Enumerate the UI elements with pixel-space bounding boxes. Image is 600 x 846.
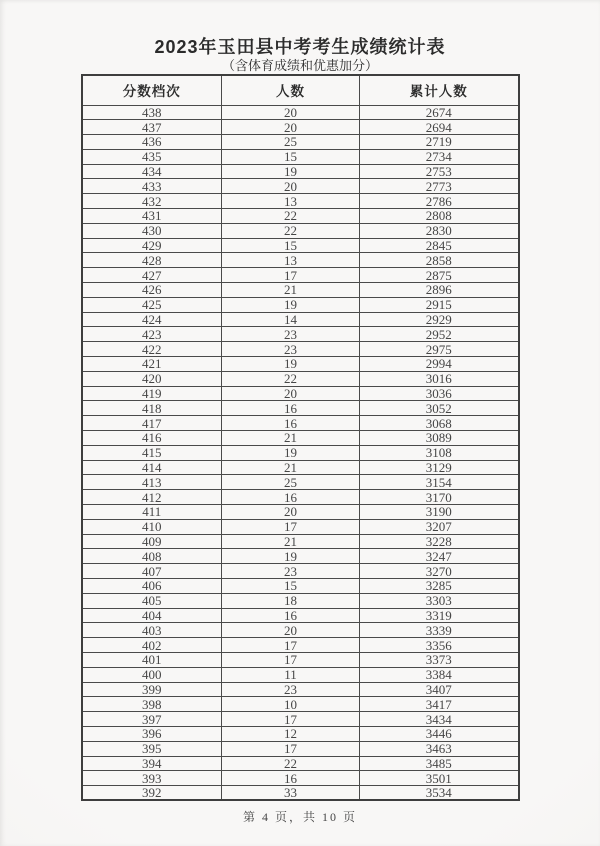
table-cell: 437	[82, 120, 222, 135]
page-number-footer: 第 4 页，共 10 页	[242, 810, 357, 825]
table-row	[82, 371, 519, 386]
table-cell: 19	[222, 549, 360, 564]
table-cell: 20	[222, 386, 360, 401]
table-cell: 410	[82, 519, 222, 534]
table-cell: 400	[82, 667, 222, 682]
table-cell: 2845	[360, 238, 519, 253]
table-cell: 398	[82, 697, 222, 712]
table-cell: 3417	[360, 697, 519, 712]
table-cell: 3052	[360, 401, 519, 416]
table-row	[82, 682, 519, 697]
table-cell: 420	[82, 371, 222, 386]
table-row	[82, 223, 519, 238]
table-cell: 2975	[360, 342, 519, 357]
table-cell: 21	[222, 534, 360, 549]
table-cell: 2994	[360, 357, 519, 372]
table-cell: 2929	[360, 312, 519, 327]
table-cell: 425	[82, 297, 222, 312]
table-row	[82, 297, 519, 312]
table-cell: 2858	[360, 253, 519, 268]
table-row	[82, 667, 519, 682]
table-cell: 2875	[360, 268, 519, 283]
table-cell: 3434	[360, 712, 519, 727]
table-cell: 2786	[360, 194, 519, 209]
table-cell: 3303	[360, 593, 519, 608]
table-cell: 431	[82, 209, 222, 224]
table-cell: 3319	[360, 608, 519, 623]
table-row	[82, 490, 519, 505]
table-row	[82, 519, 519, 534]
table-cell: 405	[82, 593, 222, 608]
header-row	[82, 75, 519, 105]
table-row	[82, 401, 519, 416]
table-cell: 23	[222, 564, 360, 579]
table-cell: 404	[82, 608, 222, 623]
table-cell: 426	[82, 283, 222, 298]
table-cell: 406	[82, 579, 222, 594]
table-cell: 408	[82, 549, 222, 564]
table-cell: 3154	[360, 475, 519, 490]
table-cell: 22	[222, 371, 360, 386]
table-row	[82, 771, 519, 786]
table-row	[82, 357, 519, 372]
table-cell: 17	[222, 519, 360, 534]
table-cell: 23	[222, 327, 360, 342]
table-cell: 422	[82, 342, 222, 357]
table-cell: 19	[222, 445, 360, 460]
table-cell: 16	[222, 608, 360, 623]
table-cell: 421	[82, 357, 222, 372]
table-cell: 399	[82, 682, 222, 697]
table-cell: 424	[82, 312, 222, 327]
table-row	[82, 593, 519, 608]
table-cell: 17	[222, 268, 360, 283]
table-row	[82, 312, 519, 327]
table-cell: 3373	[360, 652, 519, 667]
page-title: 2023年玉田县中考考生成绩统计表	[154, 37, 446, 57]
table-cell: 2773	[360, 179, 519, 194]
table-row	[82, 164, 519, 179]
table-row	[82, 741, 519, 756]
table-cell: 3129	[360, 460, 519, 475]
table-cell: 401	[82, 652, 222, 667]
table-cell: 20	[222, 120, 360, 135]
table-row	[82, 564, 519, 579]
table-cell: 3384	[360, 667, 519, 682]
table-cell: 17	[222, 741, 360, 756]
table-cell: 3207	[360, 519, 519, 534]
table-row	[82, 179, 519, 194]
table-row	[82, 756, 519, 771]
table-cell: 19	[222, 357, 360, 372]
table-cell: 403	[82, 623, 222, 638]
table-row	[82, 194, 519, 209]
table-cell: 13	[222, 194, 360, 209]
table-cell: 22	[222, 209, 360, 224]
table-cell: 407	[82, 564, 222, 579]
table-cell: 409	[82, 534, 222, 549]
table-row	[82, 283, 519, 298]
table-cell: 23	[222, 342, 360, 357]
score-table-body	[82, 105, 519, 800]
table-row	[82, 238, 519, 253]
table-cell: 2694	[360, 120, 519, 135]
table-cell: 16	[222, 771, 360, 786]
table-cell: 2753	[360, 164, 519, 179]
table-cell: 3485	[360, 756, 519, 771]
table-cell: 429	[82, 238, 222, 253]
table-cell: 3356	[360, 638, 519, 653]
table-cell: 2952	[360, 327, 519, 342]
table-row	[82, 386, 519, 401]
table-cell: 21	[222, 460, 360, 475]
table-cell: 397	[82, 712, 222, 727]
table-cell: 2915	[360, 297, 519, 312]
table-cell: 23	[222, 682, 360, 697]
table-cell: 438	[82, 105, 222, 120]
table-cell: 436	[82, 135, 222, 150]
table-cell: 3228	[360, 534, 519, 549]
table-cell: 394	[82, 756, 222, 771]
table-cell: 392	[82, 786, 222, 801]
table-cell: 3446	[360, 726, 519, 741]
table-row	[82, 268, 519, 283]
table-cell: 17	[222, 652, 360, 667]
table-cell: 3285	[360, 579, 519, 594]
column-header-score-band: 分数档次	[82, 75, 222, 105]
table-row	[82, 786, 519, 801]
score-statistics-table	[81, 74, 520, 801]
table-cell: 20	[222, 105, 360, 120]
table-row	[82, 505, 519, 520]
table-cell: 3108	[360, 445, 519, 460]
table-cell: 3501	[360, 771, 519, 786]
table-cell: 17	[222, 638, 360, 653]
table-row	[82, 327, 519, 342]
table-cell: 15	[222, 238, 360, 253]
table-cell: 20	[222, 179, 360, 194]
table-cell: 3190	[360, 505, 519, 520]
table-row	[82, 431, 519, 446]
table-cell: 16	[222, 416, 360, 431]
table-cell: 3089	[360, 431, 519, 446]
table-cell: 21	[222, 431, 360, 446]
table-row	[82, 726, 519, 741]
table-cell: 3339	[360, 623, 519, 638]
table-cell: 17	[222, 712, 360, 727]
table-cell: 16	[222, 490, 360, 505]
table-cell: 13	[222, 253, 360, 268]
table-cell: 413	[82, 475, 222, 490]
column-header-count: 人数	[222, 75, 360, 105]
table-row	[82, 460, 519, 475]
table-row	[82, 342, 519, 357]
table-cell: 11	[222, 667, 360, 682]
table-cell: 3534	[360, 786, 519, 801]
table-cell: 25	[222, 135, 360, 150]
table-cell: 3170	[360, 490, 519, 505]
table-cell: 20	[222, 623, 360, 638]
table-cell: 396	[82, 726, 222, 741]
table-cell: 2808	[360, 209, 519, 224]
table-row	[82, 105, 519, 120]
table-row	[82, 579, 519, 594]
table-cell: 432	[82, 194, 222, 209]
table-cell: 428	[82, 253, 222, 268]
table-cell: 2896	[360, 283, 519, 298]
table-cell: 3463	[360, 741, 519, 756]
table-cell: 2719	[360, 135, 519, 150]
table-cell: 412	[82, 490, 222, 505]
table-row	[82, 623, 519, 638]
table-cell: 2734	[360, 149, 519, 164]
table-cell: 14	[222, 312, 360, 327]
table-cell: 10	[222, 697, 360, 712]
table-cell: 15	[222, 149, 360, 164]
table-cell: 418	[82, 401, 222, 416]
table-cell: 18	[222, 593, 360, 608]
table-row	[82, 638, 519, 653]
table-row	[82, 652, 519, 667]
table-cell: 3247	[360, 549, 519, 564]
table-row	[82, 475, 519, 490]
table-row	[82, 608, 519, 623]
table-cell: 2674	[360, 105, 519, 120]
table-cell: 16	[222, 401, 360, 416]
table-row	[82, 209, 519, 224]
table-row	[82, 534, 519, 549]
table-cell: 3016	[360, 371, 519, 386]
table-cell: 3270	[360, 564, 519, 579]
table-row	[82, 253, 519, 268]
table-cell: 402	[82, 638, 222, 653]
table-cell: 3068	[360, 416, 519, 431]
table-cell: 416	[82, 431, 222, 446]
table-row	[82, 697, 519, 712]
table-cell: 435	[82, 149, 222, 164]
table-cell: 19	[222, 164, 360, 179]
table-row	[82, 120, 519, 135]
table-cell: 3407	[360, 682, 519, 697]
page-subtitle: （含体育成绩和优惠加分）	[221, 58, 378, 73]
table-cell: 415	[82, 445, 222, 460]
table-cell: 2830	[360, 223, 519, 238]
table-row	[82, 149, 519, 164]
table-cell: 433	[82, 179, 222, 194]
table-cell: 423	[82, 327, 222, 342]
column-header-cumulative-count: 累计人数	[360, 75, 519, 105]
table-cell: 395	[82, 741, 222, 756]
table-cell: 417	[82, 416, 222, 431]
table-cell: 434	[82, 164, 222, 179]
score-table-header	[82, 75, 519, 105]
table-cell: 20	[222, 505, 360, 520]
table-cell: 15	[222, 579, 360, 594]
table-row	[82, 549, 519, 564]
table-row	[82, 712, 519, 727]
table-cell: 19	[222, 297, 360, 312]
table-row	[82, 416, 519, 431]
table-cell: 33	[222, 786, 360, 801]
table-cell: 393	[82, 771, 222, 786]
table-cell: 411	[82, 505, 222, 520]
table-cell: 22	[222, 223, 360, 238]
table-row	[82, 135, 519, 150]
table-cell: 419	[82, 386, 222, 401]
table-cell: 427	[82, 268, 222, 283]
table-cell: 21	[222, 283, 360, 298]
table-cell: 3036	[360, 386, 519, 401]
table-cell: 12	[222, 726, 360, 741]
table-cell: 430	[82, 223, 222, 238]
table-cell: 22	[222, 756, 360, 771]
table-cell: 414	[82, 460, 222, 475]
table-row	[82, 445, 519, 460]
table-cell: 25	[222, 475, 360, 490]
